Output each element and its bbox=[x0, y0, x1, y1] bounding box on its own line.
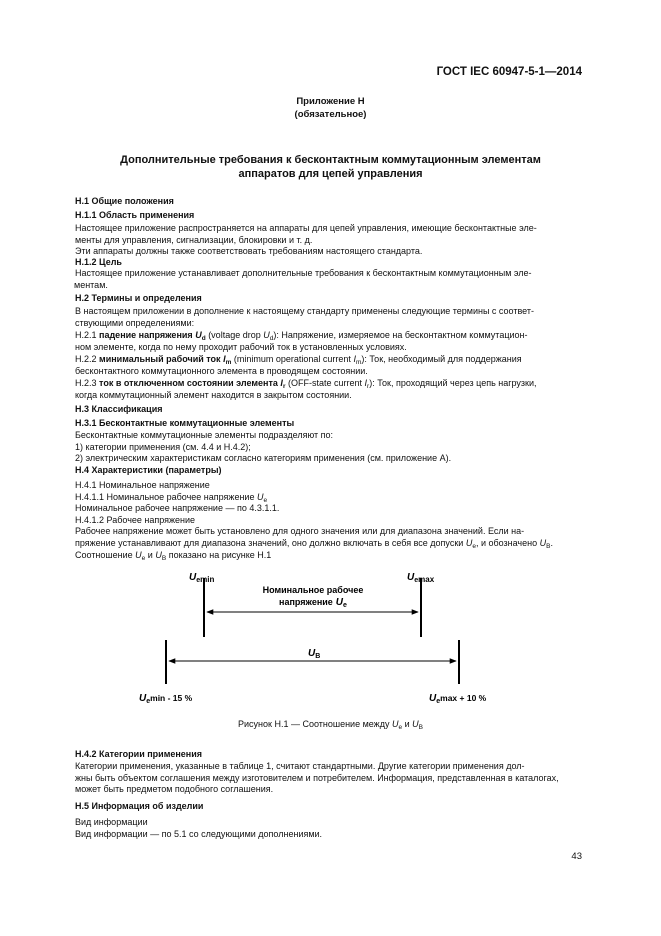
label-ue-max: $U_e\max$ bbox=[407, 572, 435, 584]
main-title-line1: Дополнительные требования к бесконтактным коммутационным элементам bbox=[120, 154, 541, 166]
annex-heading bbox=[0, 95, 661, 121]
term-name: падение напряжения bbox=[99, 330, 193, 340]
label-nominal-line2: напряжение $U_e$ bbox=[279, 597, 347, 609]
text-line: бесконтактного коммутационного элемента в проводящем состоянии. bbox=[75, 365, 368, 376]
subscript: B bbox=[161, 554, 167, 562]
text-line bbox=[75, 354, 583, 366]
term-h2-2 bbox=[75, 354, 583, 377]
term-english-symbol: U bbox=[263, 330, 270, 340]
paragraph-h1-2 bbox=[75, 268, 583, 291]
text-line: менты для управления, сигнализации, блокировки и т. д. bbox=[75, 234, 313, 245]
figure-caption bbox=[0, 719, 661, 731]
subscript: B bbox=[418, 724, 423, 731]
text-line bbox=[75, 330, 583, 342]
term-english: (voltage drop bbox=[208, 330, 261, 340]
annex-status: (обязательное) bbox=[294, 109, 367, 120]
text-line: Эти аппараты должны также соответствовать требованиям настоящего стандарта. bbox=[75, 246, 423, 257]
paragraph-h3-1 bbox=[75, 430, 583, 465]
text-line: когда коммутационный элемент находится в закрытом состоянии. bbox=[75, 389, 352, 400]
list-item: 2) электрическим характеристикам согласно категориям применения (см. приложение А). bbox=[75, 453, 452, 464]
text-line: Вид информации bbox=[75, 817, 148, 827]
paragraph-h5 bbox=[75, 817, 583, 840]
text-segment: , и обозначено bbox=[475, 537, 538, 548]
label-ue-min: $U_e\min$ bbox=[189, 572, 215, 584]
subscript: B bbox=[546, 542, 551, 550]
label-lower-limit: $U_e^{min - 15 \%}$ bbox=[139, 693, 193, 705]
text-line: Н.4.1 Номинальное напряжение bbox=[75, 480, 210, 490]
section-heading-h1-1: Н.1.1 Область применения bbox=[75, 210, 195, 220]
section-heading-h5: Н.5 Информация об изделии bbox=[75, 801, 204, 811]
term-h2-1 bbox=[75, 330, 583, 353]
annex-title: Приложение Н bbox=[296, 96, 365, 107]
section-heading-h1: Н.1 Общие положения bbox=[75, 196, 174, 206]
term-symbol: I bbox=[223, 354, 226, 364]
page-number: 43 bbox=[571, 851, 582, 862]
text-segment: Соотношение bbox=[75, 549, 133, 560]
caption-text: Рисунок Н.1 — Соотношение между bbox=[238, 719, 390, 729]
text-line: Бесконтактные коммутационные элементы подразделяют по: bbox=[75, 430, 334, 440]
term-subscript: d bbox=[201, 335, 206, 342]
text-line: Н.4.1.2 Рабочее напряжение bbox=[75, 514, 196, 525]
subsection-label: Н.4.1.1 Номинальное рабочее напряжение bbox=[75, 491, 255, 502]
main-title-line2: аппаратов для цепей управления bbox=[238, 168, 423, 180]
text-line: ном элементе, когда по нему проходит рабочий ток в установленных условиях. bbox=[75, 341, 407, 352]
symbol: U bbox=[256, 491, 264, 502]
paragraph-h2 bbox=[75, 306, 583, 329]
term-english-symbol: I bbox=[364, 378, 368, 388]
paragraph-h4-2 bbox=[75, 761, 583, 796]
symbol: U bbox=[391, 719, 399, 729]
section-heading-h2: Н.2 Термины и определения bbox=[75, 293, 202, 303]
caption-and: и bbox=[404, 719, 410, 729]
main-title bbox=[0, 153, 661, 181]
term-english: (OFF-state current bbox=[287, 378, 362, 388]
section-heading-h4-2: Н.4.2 Категории применения bbox=[75, 749, 203, 759]
term-subscript: r bbox=[282, 383, 286, 390]
paragraph-h4-1 bbox=[75, 480, 583, 561]
text-line: пряжение устанавливают для диапазона значений, оно должно включать в себя все допуски $U_e$, и обозначено $U_B$. bbox=[75, 537, 553, 550]
term-definition: ): Ток, проходящий через цепь нагрузки, bbox=[369, 378, 537, 388]
term-number: Н.2.3 bbox=[75, 378, 97, 388]
subscript: e bbox=[398, 724, 403, 731]
symbol: U bbox=[465, 537, 473, 548]
term-name: минимальный рабочий ток bbox=[99, 354, 221, 364]
term-english-subscript: r bbox=[367, 383, 370, 390]
text-line: Настоящее приложение распространяется на аппараты для цепей управления, имеющие бесконтактные эле- bbox=[75, 223, 537, 233]
text-line: Категории применения, указанные в таблице 1, считают стандартными. Другие категории применения дол- bbox=[75, 761, 525, 771]
symbol: U bbox=[135, 549, 142, 560]
text-segment: и bbox=[147, 549, 153, 560]
subscript: e bbox=[472, 542, 476, 550]
symbol: U bbox=[539, 537, 547, 548]
section-heading-h4: Н.4 Характеристики (параметры) bbox=[75, 465, 222, 475]
term-number: Н.2.1 bbox=[75, 330, 97, 340]
label-upper-limit: $U_e^{max + 10 \%}$ bbox=[429, 693, 487, 705]
term-definition: ): Ток, необходимый для поддержания bbox=[361, 354, 522, 364]
text-line bbox=[75, 378, 583, 390]
term-symbol: I bbox=[280, 378, 283, 388]
term-definition: ): Напряжение, измеряемое на бесконтактном коммутацион- bbox=[273, 330, 528, 340]
symbol: U bbox=[155, 549, 162, 560]
label-nominal-line1: Номинальное рабочее bbox=[262, 585, 364, 595]
section-heading-h3: Н.3 Классификация bbox=[75, 404, 163, 414]
term-subscript: m bbox=[225, 359, 232, 366]
text-line bbox=[75, 492, 583, 504]
term-english-subscript: m bbox=[355, 359, 362, 366]
text-line: Настоящее приложение устанавливает дополнительные требования к бесконтактным коммутационным эле- bbox=[75, 268, 532, 278]
text-line: Рабочее напряжение может быть установлено для одного значения или для диапазона значений. Если на- bbox=[75, 526, 525, 537]
label-ub: $U_B$ bbox=[308, 648, 321, 660]
term-name: ток в отключенном состоянии элемента bbox=[99, 378, 278, 388]
text-line: жны быть объектом соглашения между изготовителем и потребителем. Информация, представленная в каталогах, bbox=[75, 772, 559, 783]
term-symbol: U bbox=[195, 330, 202, 340]
standard-code: ГОСТ IEC 60947-5-1—2014 bbox=[436, 66, 582, 78]
text-line: В настоящем приложении в дополнение к настоящему стандарту применены следующие термины с соответ- bbox=[75, 306, 534, 316]
figure-h1-diagram bbox=[0, 560, 661, 740]
text-line: Номинальное рабочее напряжение — по 4.3.1.1. bbox=[75, 503, 280, 514]
section-heading-h3-1: Н.3.1 Бесконтактные коммутационные элементы bbox=[75, 418, 295, 428]
text-segment: показано на рисунке Н.1 bbox=[168, 549, 272, 560]
section-heading-h1-2: Н.1.2 Цель bbox=[75, 257, 122, 267]
subscript: e bbox=[141, 554, 146, 562]
term-english: (minimum operational current bbox=[233, 354, 351, 364]
text-line: Вид информации — по 5.1 со следующими дополнениями. bbox=[75, 828, 323, 839]
text-line: может быть предметом подобного соглашения. bbox=[75, 784, 274, 795]
text-line: ствующими определениями: bbox=[75, 317, 195, 328]
term-english-subscript: d bbox=[269, 335, 274, 342]
term-h2-3 bbox=[75, 378, 583, 401]
term-english-symbol: I bbox=[353, 354, 356, 364]
list-item: 1) категории применения (см. 4.4 и Н.4.2); bbox=[75, 441, 251, 452]
text-segment: пряжение устанавливают для диапазона значений, оно должно включать в себя все допуски bbox=[75, 537, 464, 548]
text-line: ментам. bbox=[74, 279, 108, 290]
term-number: Н.2.2 bbox=[75, 354, 97, 364]
symbol: U bbox=[412, 719, 419, 729]
paragraph-h1-1 bbox=[75, 223, 583, 258]
subscript: e bbox=[263, 496, 268, 504]
